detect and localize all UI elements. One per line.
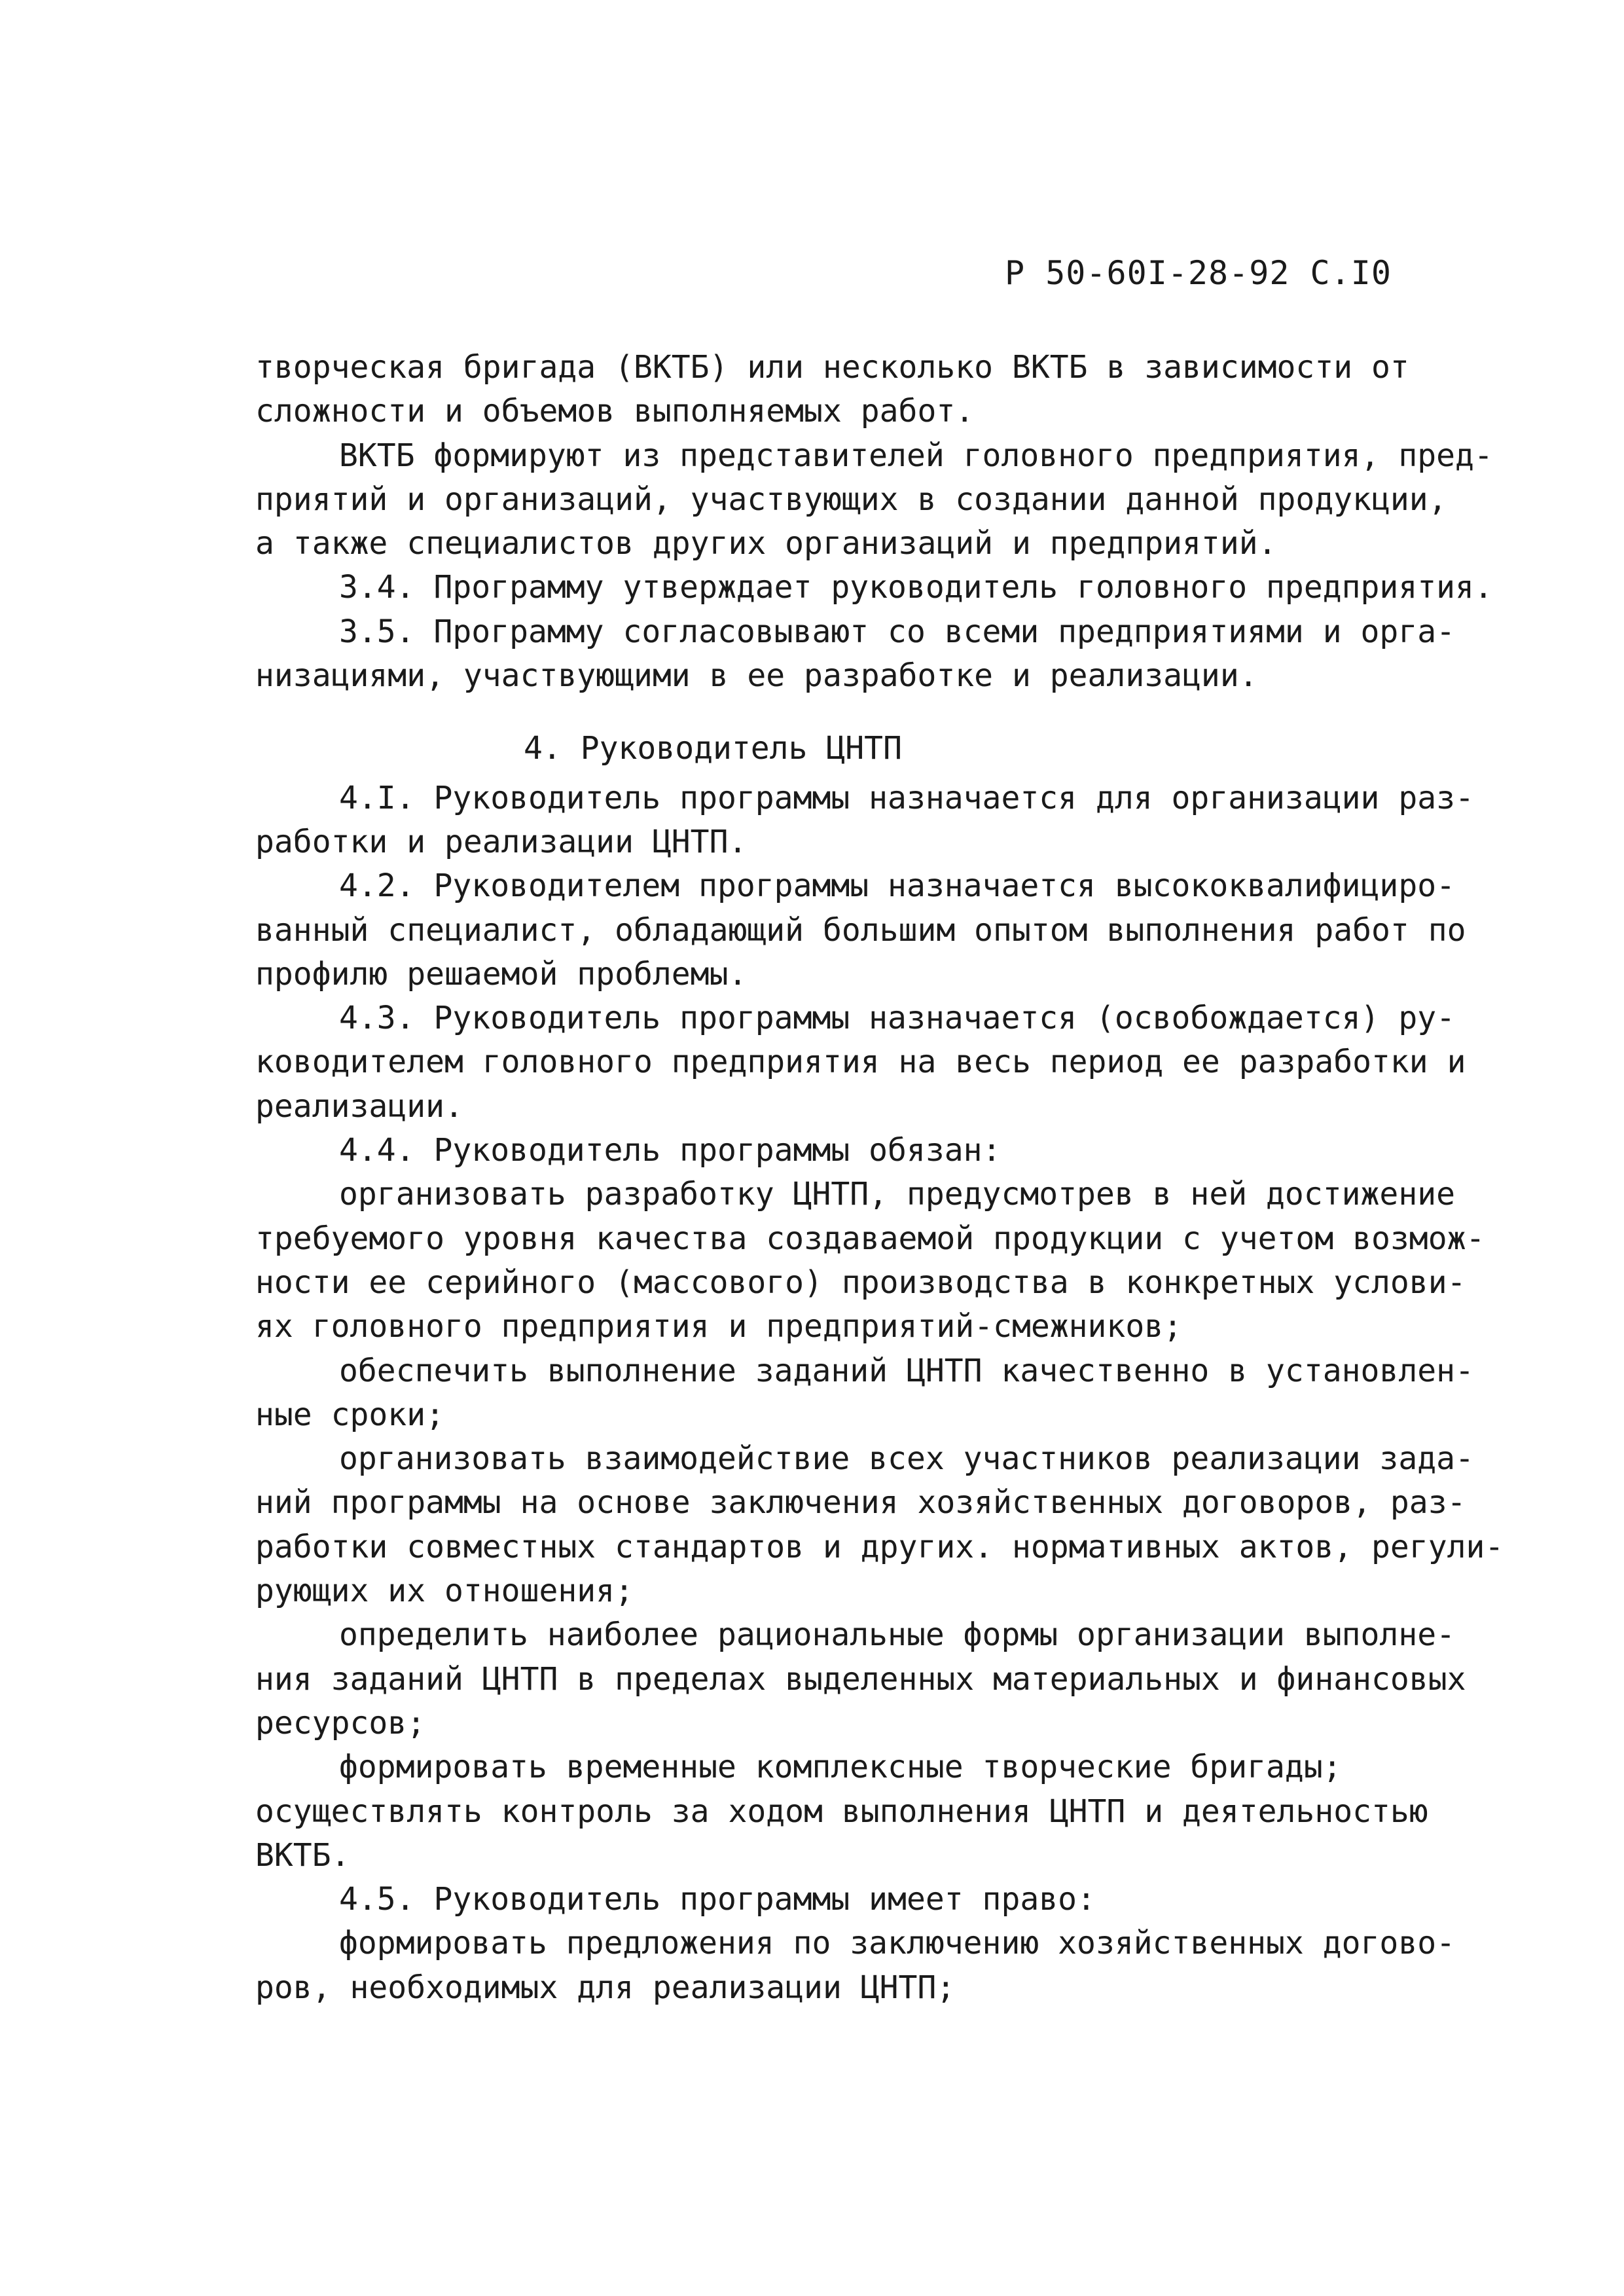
text-line: реализации. xyxy=(255,1087,463,1125)
text-line: ресурсов; xyxy=(255,1704,426,1741)
text-line: ВКТБ. xyxy=(255,1836,350,1874)
text-line: ний программы на основе заключения хозяйственных договоров, раз- xyxy=(255,1484,1466,1522)
clause-4-4: 4.4. Руководитель программы обязан: xyxy=(339,1132,1001,1169)
text-line: работки и реализации ЦНТП. xyxy=(255,823,748,860)
text-line: ванный специалист, обладающий большим опытом выполнения работ по xyxy=(255,911,1466,949)
clause-4-1: 4.I. Руководитель программы назначается для организации раз- xyxy=(339,779,1474,816)
text-line: а также специалистов других организаций и предприятий. xyxy=(255,525,1277,562)
clause-3-5: 3.5. Программу согласовывают со всеми предприятиями и орга- xyxy=(339,613,1456,650)
clause-3-4: 3.4. Программу утверждает руководитель головного предприятия. xyxy=(339,569,1493,606)
duty-item: определить наиболее рациональные формы организации выполне- xyxy=(339,1616,1456,1654)
duty-item: организовать взаимодействие всех участников реализации зада- xyxy=(339,1440,1474,1478)
duty-item: организовать разработку ЦНТП, предусмотрев в ней достижение xyxy=(339,1176,1456,1213)
text-line: ров, необходимых для реализации ЦНТП; xyxy=(255,1969,956,2006)
text-line: профилю решаемой проблемы. xyxy=(255,955,748,993)
text-line: ности ее серийного (массового) производства в конкретных услови- xyxy=(255,1264,1466,1301)
clause-4-5: 4.5. Руководитель программы имеет право: xyxy=(339,1881,1096,1918)
document-reference: Р 50-60I-28-92 С.I0 xyxy=(1005,254,1392,292)
duty-item: обеспечить выполнение заданий ЦНТП качественно в установлен- xyxy=(339,1352,1474,1389)
text-line: ях головного предприятия и предприятий-смежников; xyxy=(255,1308,1183,1345)
duty-item: формировать временные комплексные творческие бригады; xyxy=(339,1749,1342,1786)
clause-4-2: 4.2. Руководителем программы назначается высококвалифициро- xyxy=(339,867,1456,905)
section-heading: 4. Руководитель ЦНТП xyxy=(524,730,902,767)
text-line: рующих их отношения; xyxy=(255,1573,634,1610)
text-line: низациями, участвующими в ее разработке и реализации. xyxy=(255,657,1258,695)
text-line: ния заданий ЦНТП в пределах выделенных материальных и финансовых xyxy=(255,1660,1466,1698)
text-line: работки совместных стандартов и других. нормативных актов, регули- xyxy=(255,1528,1504,1565)
text-line: приятий и организаций, участвующих в создании данной продукции, xyxy=(255,481,1447,518)
text-line: сложности и объемов выполняемых работ. xyxy=(255,393,975,430)
document-body xyxy=(255,346,1504,2010)
text-line: ководителем головного предприятия на весь период ее разработки и xyxy=(255,1044,1466,1081)
text-line: творческая бригада (ВКТБ) или несколько ВКТБ в зависимости от xyxy=(255,349,1409,386)
text-line: ные сроки; xyxy=(255,1396,444,1433)
clause-4-3: 4.3. Руководитель программы назначается (освобождается) ру- xyxy=(339,1000,1456,1037)
right-item: формировать предложения по заключению хозяйственных догово- xyxy=(339,1925,1456,1962)
text-line: требуемого уровня качества создаваемой продукции с учетом возмож- xyxy=(255,1220,1485,1257)
paragraph-line: ВКТБ формируют из представителей головного предприятия, пред- xyxy=(339,437,1493,474)
duty-item: осуществлять контроль за ходом выполнения ЦНТП и деятельностью xyxy=(255,1793,1428,1830)
